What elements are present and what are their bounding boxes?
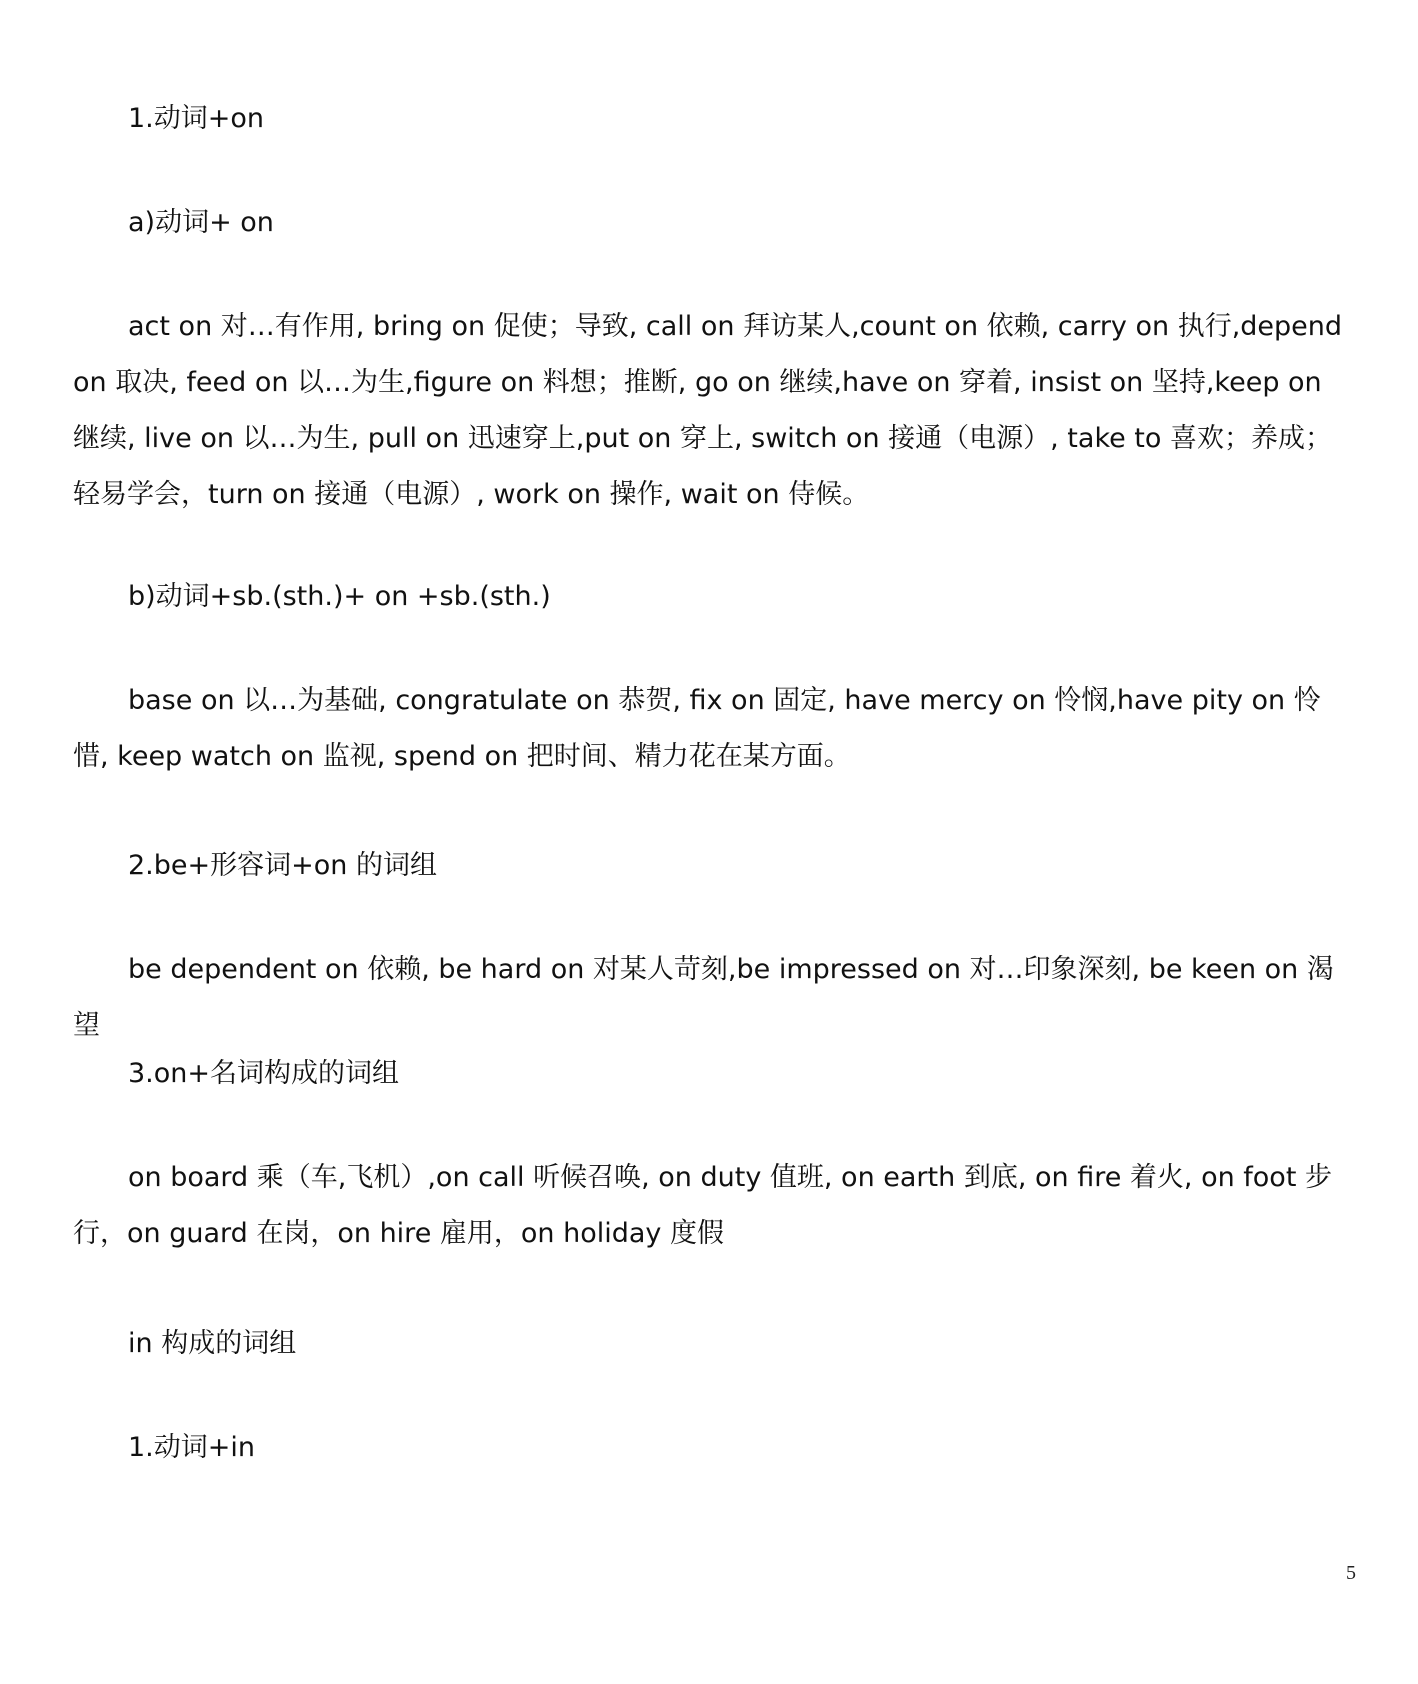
paragraph-verb-on-list: act on 对…有作用, bring on 促使；导致, call on 拜访某人,count on 依赖, carry on 执行,depend on 取决, feed on 以…为生,figure on 料想；推断, go on 继续,have on 穿着, insist on 坚持,keep on 继续, live on 以…为生, pull on 迅速穿上,put on 穿上, switch on 接通（电源）, take to 喜欢；养成；轻易学会，turn on 接通（电源）, work on 操作, wait on 侍候。 xyxy=(73,311,1343,510)
heading-in-phrases: in 构成的词组 xyxy=(128,1328,297,1359)
subheading-b-verb-sb-on: b)动词+sb.(sth.)+ on +sb.(sth.) xyxy=(128,581,551,612)
paragraph-be-adj-on-list: be dependent on 依赖, be hard on 对某人苛刻,be impressed on 对…印象深刻, be keen on 渴望 xyxy=(73,954,1334,1041)
paragraph-on-noun-list: on board 乘（车,飞机）,on call 听候召唤, on duty 值班, on earth 到底, on fire 着火, on foot 步行，on guard 在岗，on hire 雇用，on holiday 度假 xyxy=(73,1162,1332,1249)
page-number: 5 xyxy=(1346,1562,1356,1584)
paragraph-verb-sb-on-list: base on 以…为基础, congratulate on 恭贺, fix on 固定, have mercy on 怜悯,have pity on 怜惜, keep watch on 监视, spend on 把时间、精力花在某方面。 xyxy=(73,685,1321,772)
heading-on-noun: 3.on+名词构成的词组 xyxy=(128,1058,400,1089)
heading-verb-on: 1.动词+on xyxy=(128,103,265,134)
heading-verb-in: 1.动词+in xyxy=(128,1432,255,1463)
subheading-a-verb-on: a)动词+ on xyxy=(128,207,274,238)
heading-be-adj-on: 2.be+形容词+on 的词组 xyxy=(128,850,437,881)
